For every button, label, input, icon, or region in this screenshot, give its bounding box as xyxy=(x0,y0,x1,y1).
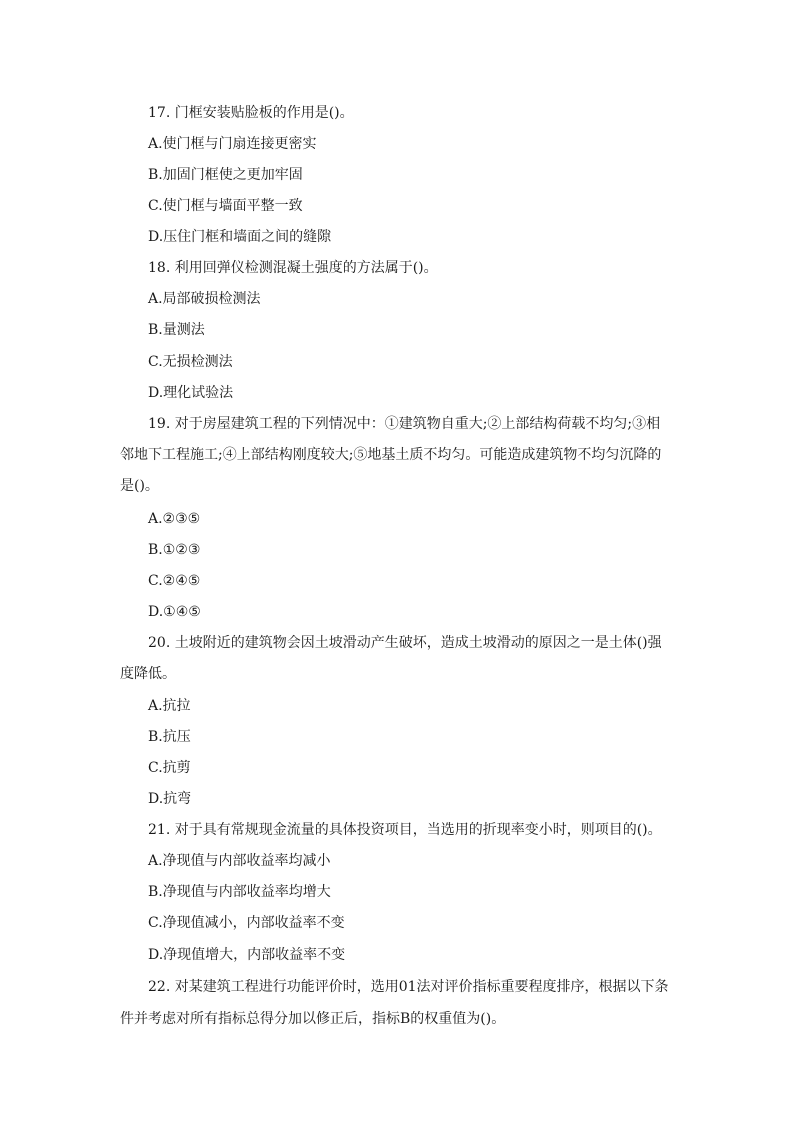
question-21-option-b: B.净现值与内部收益率均增大 xyxy=(148,884,331,900)
question-21-option-a: A.净现值与内部收益率均减小 xyxy=(148,853,331,869)
question-19-option-b: B.①②③ xyxy=(148,542,201,558)
question-19-stem-line-3: 是()。 xyxy=(120,478,159,494)
question-20-option-d: D.抗弯 xyxy=(148,791,192,807)
question-18-stem: 18. 利用回弹仪检测混凝土强度的方法属于()。 xyxy=(148,260,438,276)
question-17-option-b: B.加固门框使之更加牢固 xyxy=(148,167,303,183)
question-22-stem-line-2: 件并考虑对所有指标总得分加以修正后，指标B的权重值为()。 xyxy=(120,1011,506,1027)
question-17-option-c: C.使门框与墙面平整一致 xyxy=(148,198,303,214)
question-18-option-b: B.量测法 xyxy=(148,322,205,338)
question-19-option-c: C.②④⑤ xyxy=(148,573,201,589)
question-21-option-d: D.净现值增大，内部收益率不变 xyxy=(148,947,346,963)
question-17-option-a: A.使门框与门扇连接更密实 xyxy=(148,136,317,152)
question-20-stem-line-1: 20. 土坡附近的建筑物会因土坡滑动产生破坏，造成土坡滑动的原因之一是土体()强 xyxy=(148,635,662,651)
question-17-stem: 17. 门框安装贴脸板的作用是()。 xyxy=(148,105,354,121)
question-20-option-c: C.抗剪 xyxy=(148,760,191,776)
question-19-stem-line-1: 19. 对于房屋建筑工程的下列情况中：①建筑物自重大;②上部结构荷载不均匀;③相 xyxy=(148,416,661,432)
question-19-option-a: A.②③⑤ xyxy=(148,511,201,527)
question-18-option-d: D.理化试验法 xyxy=(148,385,234,401)
question-21-stem: 21. 对于具有常规现金流量的具体投资项目，当选用的折现率变小时，则项目的()。 xyxy=(148,822,662,838)
question-17-option-d: D.压住门框和墙面之间的缝隙 xyxy=(148,229,332,245)
question-18-option-a: A.局部破损检测法 xyxy=(148,291,261,307)
question-20-stem-line-2: 度降低。 xyxy=(120,666,176,682)
question-18-option-c: C.无损检测法 xyxy=(148,354,233,370)
question-20-option-b: B.抗压 xyxy=(148,729,191,745)
question-22-stem-line-1: 22. 对某建筑工程进行功能评价时，选用01法对评价指标重要程度排序，根据以下条 xyxy=(148,979,669,995)
question-21-option-c: C.净现值减小，内部收益率不变 xyxy=(148,915,345,931)
question-19-stem-line-2: 邻地下工程施工;④上部结构刚度较大;⑤地基土质不均匀。可能造成建筑物不均匀沉降的 xyxy=(120,447,662,463)
question-19-option-d: D.①④⑤ xyxy=(148,604,201,620)
question-20-option-a: A.抗拉 xyxy=(148,698,191,714)
